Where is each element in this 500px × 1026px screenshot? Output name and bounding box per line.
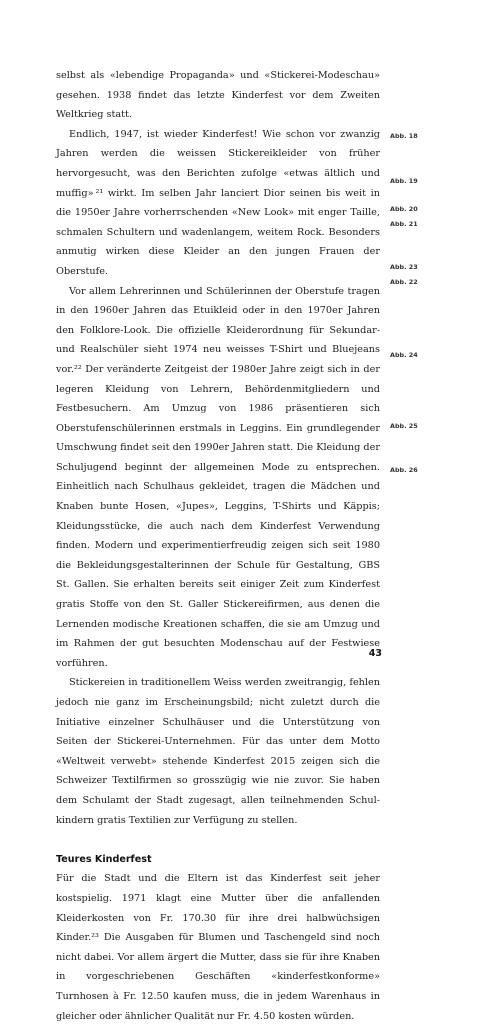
body-text: [56, 66, 380, 1026]
figure-reference: Abb. 24: [390, 351, 418, 359]
figure-reference: Abb. 23: [390, 263, 418, 271]
paragraph: Für die Stadt und die Eltern ist das Kinderfest seit jeher kostspielig. 1971 klagt eine Mutter über die anfallenden Kleiderkosten von Fr. 170.30 für ihre drei halbwüchsigen Kinder.²³ Die Ausgaben für Blumen und Taschengeld sind noch nicht dabei. Vor allem ärgert die Mutter, dass sie für ihre Knaben in vorgeschriebenen Geschäften «kinderfestkonforme» Turnhosen à Fr. 12.50 kaufen muss, die in jedem Warenhaus in gleicher oder ähnlicher Qualität nur Fr. 4.50 kosten würden.: [56, 873, 380, 1022]
figure-reference: Abb. 19: [390, 177, 418, 185]
figure-reference: Abb. 21: [390, 220, 418, 228]
section-heading: Teures Kinderfest: [56, 853, 152, 865]
page-number: 43: [368, 648, 382, 659]
figure-reference: Abb. 25: [390, 422, 418, 430]
paragraph: selbst als «lebendige Propaganda» und «Stickerei-Modeschau» gesehen. 1938 findet das letzte Kinderfest vor dem Zweiten Weltkrieg statt.: [56, 70, 380, 121]
paragraph: Vor allem Lehrerinnen und Schülerinnen der Oberstufe tragen in den 1960er Jahren das Etuikleid oder in den 1970er Jahren den Folklore-Look. Die offizielle Kleiderordnung für Sekundar- und Realschüler sieht 1974 neu weisses T-Shirt und Bluejeans vor.²² Der veränderte Zeitgeist der 1980er Jahre zeigt sich in der legeren Kleidung von Lehrern, Behördenmitgliedern und Festbesuchern. Am Umzug von 1986 präsentieren sich Oberstufenschülerinnen erstmals in Leggins. Ein grundlegender Umschwung findet seit den 1990er Jahren statt. Die Kleidung der Schuljugend beginnt der allgemeinen Mode zu entsprechen. Einheitlich nach Schulhaus gekleidet, tragen die Mädchen und Knaben bunte Hosen, «Jupes», Leggins, T-Shirts und Käppis; Kleidungsstücke, die auch nach dem Kinderfest Verwendung finden. Modern und experimentierfreudig zeigen sich seit 1980 die Bekleidungsgestalterinnen der Schule für Gestaltung, GBS St. Gallen. Sie erhalten bereits seit einiger Zeit zum Kinderfest gratis Stoffe von den St. Galler Stickereifirmen, aus denen die Lernenden modische Kreationen schaffen, die sie am Umzug und im Rahmen der gut besuchten Modenschau auf der Festwiese vorführen.: [56, 285, 380, 669]
paragraph: Stickereien in traditionellem Weiss werden zweitrangig, fehlen jedoch nie ganz im Erscheinungsbild; nicht zuletzt durch die Initiative einzelner Schulhäuser und die Unterstützung von Seiten der Stickerei-Unternehmen. Für das unter dem Motto «Weltweit verwebt» stehende Kinderfest 2015 zeigen sich die Schweizer Textilfirmen so grosszügig wie nie zuvor. Sie haben dem Schulamt der Stadt zugesagt, allen teilnehmenden Schulkindern gratis Textilien zur Verfügung zu stellen.: [56, 677, 380, 826]
margin-notes: [390, 0, 450, 750]
paragraph: Endlich, 1947, ist wieder Kinderfest! Wie schon vor zwanzig Jahren werden die weissen Stickereikleider von früher hervorgesucht, was den Berichten zufolge «etwas ältlich und muffig» ²¹ wirkt. Im selben Jahr lanciert Dior seinen bis weit in die 1950er Jahre vorherrschenden «New Look» mit enger Taille, schmalen Schultern und wadenlangem, weitem Rock. Besonders anmutig wirken diese Kleider an den jungen Frauen der Oberstufe.: [56, 128, 380, 277]
figure-reference: Abb. 20: [390, 205, 418, 213]
figure-reference: Abb. 26: [390, 466, 418, 474]
figure-reference: Abb. 18: [390, 132, 418, 140]
figure-reference: Abb. 22: [390, 278, 418, 286]
